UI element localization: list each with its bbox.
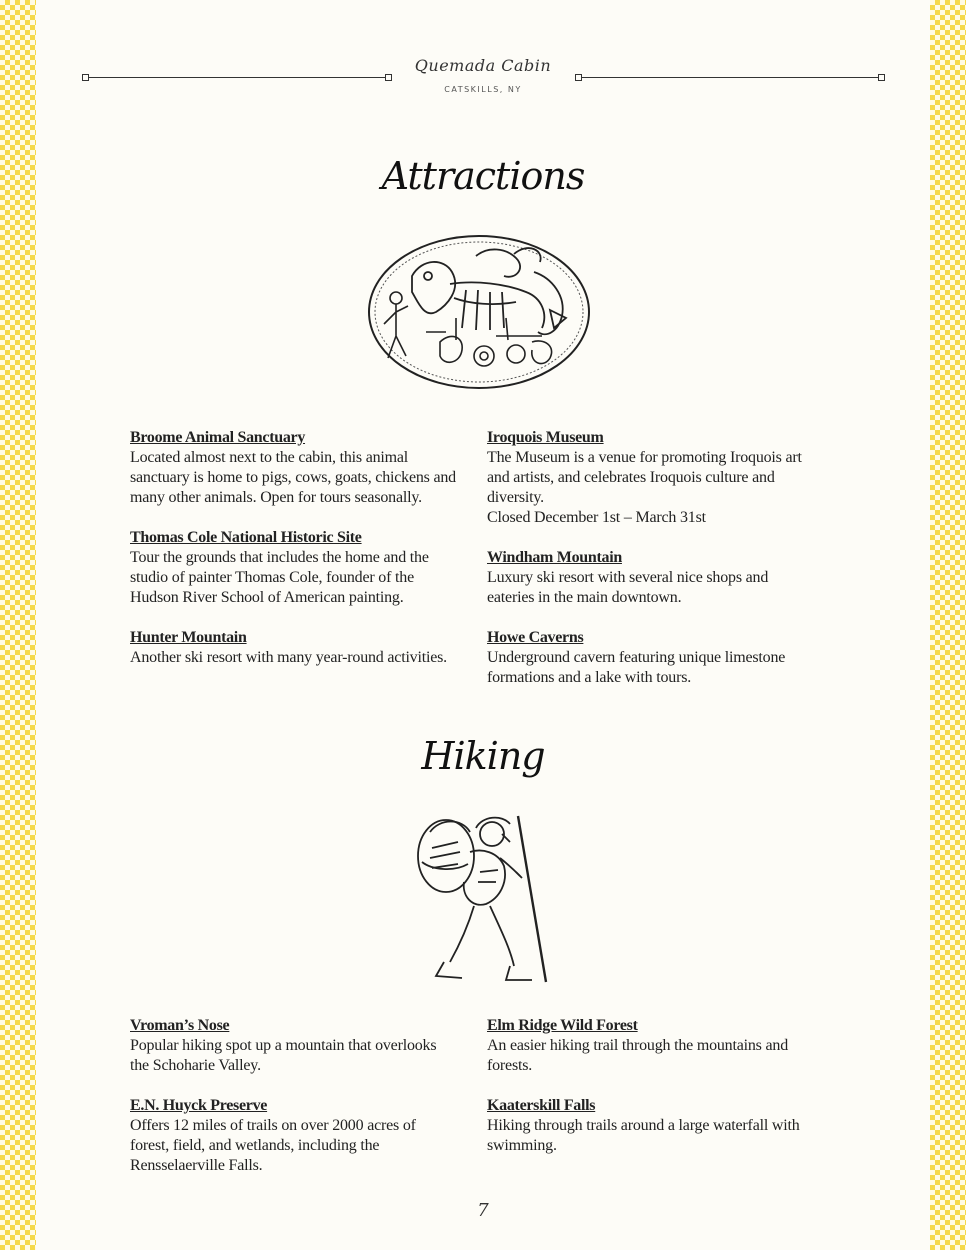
hiking-desc-line: swimming.: [487, 1137, 557, 1154]
attraction-desc-line: Another ski resort with many year-round activities.: [130, 649, 447, 666]
hiking-title: Hiking: [421, 734, 545, 778]
header-rule-left: [84, 77, 389, 78]
hiking-desc-line: An easier hiking trail through the mountains and: [487, 1037, 789, 1054]
attraction-title: Windham Mountain: [487, 549, 622, 566]
hiking-desc-line: the Schoharie Valley.: [130, 1057, 261, 1074]
attraction-desc-line: and artists, and celebrates Iroquois culture and: [487, 469, 775, 486]
hiking-trail-title: Elm Ridge Wild Forest: [487, 1017, 638, 1034]
hiking-entry: [130, 1016, 482, 1076]
hiking-desc-line: forest, field, and wetlands, including the: [130, 1137, 380, 1154]
attraction-desc-line: Tour the grounds that includes the home and the: [130, 549, 429, 566]
attraction-desc-line: The Museum is a venue for promoting Iroquois art: [487, 449, 802, 466]
attraction-desc-line: sanctuary is home to pigs, cows, goats, chickens and: [130, 469, 456, 486]
header-rule-right: [578, 77, 882, 78]
attraction-entry: [130, 528, 482, 608]
hiking-desc-line: Hiking through trails around a large waterfall with: [487, 1117, 800, 1134]
attraction-entry: [130, 428, 482, 508]
attraction-title: Hunter Mountain: [130, 629, 247, 646]
hiking-left-column: [130, 1016, 482, 1196]
brand-name: Quemada Cabin: [414, 56, 552, 75]
hiking-desc-line: Rensselaerville Falls.: [130, 1157, 263, 1174]
hiking-right-column: [487, 1016, 839, 1176]
attraction-desc-line: Hudson River School of American painting.: [130, 589, 404, 606]
hiking-trail-title: E.N. Huyck Preserve: [130, 1097, 268, 1114]
attraction-desc-line: many other animals. Open for tours seasonally.: [130, 489, 422, 506]
attraction-desc-line: diversity.: [487, 489, 544, 506]
attraction-entry: [487, 548, 839, 608]
attraction-desc-line: Underground cavern featuring unique limestone: [487, 649, 786, 666]
attraction-entry: [130, 628, 482, 668]
attraction-desc-line: studio of painter Thomas Cole, founder of the: [130, 569, 414, 586]
rule-end-square: [878, 74, 885, 81]
attraction-title: Broome Animal Sanctuary: [130, 429, 306, 446]
hiking-desc-line: Offers 12 miles of trails on over 2000 acres of: [130, 1117, 416, 1134]
attraction-desc-line: Luxury ski resort with several nice shops and: [487, 569, 769, 586]
attraction-entry: [487, 628, 839, 688]
rule-end-square: [385, 74, 392, 81]
hiking-desc-line: forests.: [487, 1057, 533, 1074]
hiking-entry: [487, 1016, 839, 1076]
rule-end-square: [82, 74, 89, 81]
ancient-seal-carving-icon: [366, 232, 592, 392]
hiker-with-backpack-icon: [410, 812, 556, 988]
attractions-right-column: [487, 428, 839, 708]
attraction-title: Thomas Cole National Historic Site: [130, 529, 362, 546]
hiking-trail-title: Vroman’s Nose: [130, 1017, 230, 1034]
attraction-entry: [487, 428, 839, 528]
page-header: [0, 54, 966, 104]
attraction-title: Iroquois Museum: [487, 429, 604, 446]
attraction-desc-line: Located almost next to the cabin, this animal: [130, 449, 409, 466]
attraction-desc-line: formations and a lake with tours.: [487, 669, 692, 686]
attraction-desc-line: eateries in the main downtown.: [487, 589, 682, 606]
attraction-desc-line: Closed December 1st – March 31st: [487, 509, 706, 526]
hiking-entry: [487, 1096, 839, 1156]
brand-location: CATSKILLS, NY: [444, 85, 522, 94]
rule-end-square: [575, 74, 582, 81]
hiking-desc-line: Popular hiking spot up a mountain that overlooks: [130, 1037, 437, 1054]
page-number: 7: [477, 1200, 489, 1221]
attractions-left-column: [130, 428, 482, 688]
attraction-title: Howe Caverns: [487, 629, 584, 646]
attractions-title: Attractions: [381, 154, 585, 198]
hiking-trail-title: Kaaterskill Falls: [487, 1097, 596, 1114]
hiking-entry: [130, 1096, 482, 1176]
